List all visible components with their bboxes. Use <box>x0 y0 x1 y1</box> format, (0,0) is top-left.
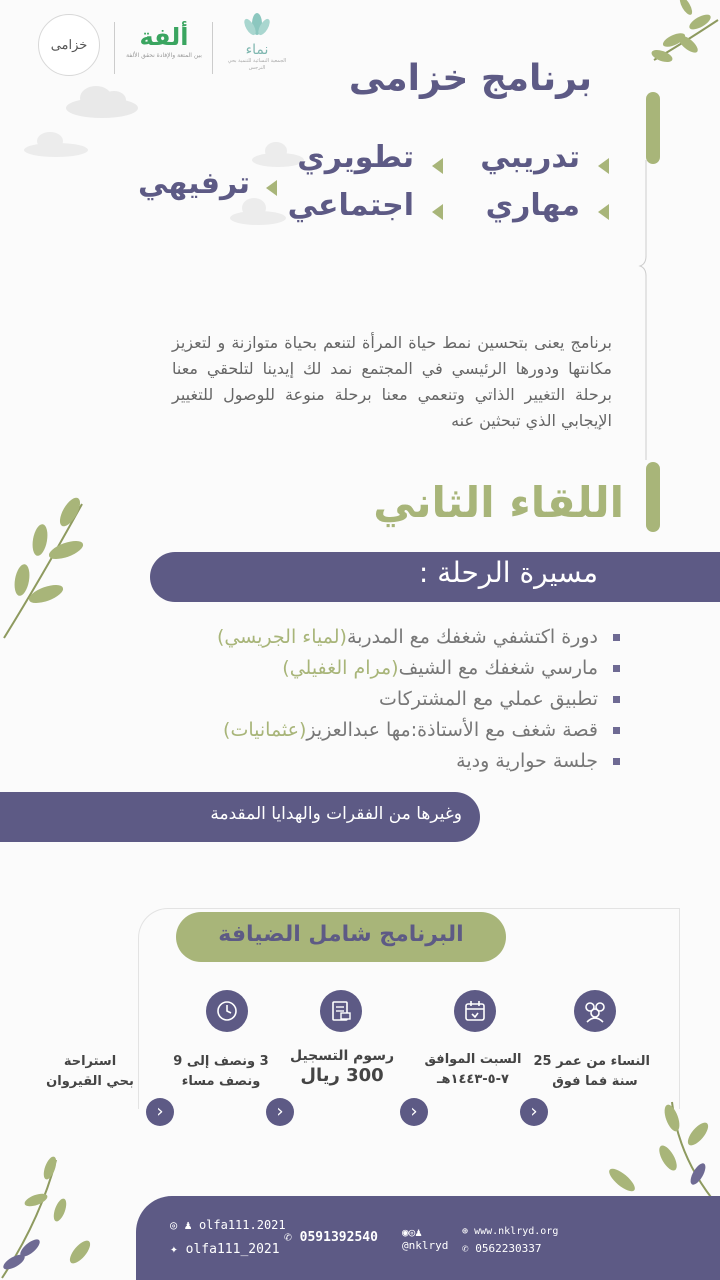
category-skills: مهاري <box>485 188 580 223</box>
category-development: تطويري <box>297 140 414 175</box>
contact-footer <box>136 1196 720 1280</box>
phone-icon: ✆ <box>462 1242 469 1255</box>
info-time: 3 ونصف إلى 9 ونصف مساء <box>173 1054 269 1089</box>
list-item: تطبيق عملي مع المشتركات <box>144 684 624 715</box>
olfa-logo-tagline: بين المتعة والإفادة نحقق الألفة <box>126 52 202 59</box>
program-description: برنامج يعنى بتحسين نمط حياة المرأة لتنعم بحياة متوازنة و لتعزيز مكانتها ودورها الرئيسي في المجتمع نمد لك إيدينا لتلحقي معنا برحلة التغيير الذاتي وتنعمي معنا برحلة منوعة للوصول للتغيير الإيجابي الذي تبحثين عنه <box>172 333 612 430</box>
leaf-decoration-bottom-right <box>598 1098 720 1208</box>
phone-icon: ✆ <box>284 1230 292 1245</box>
leaf-decoration-top-right <box>640 0 720 90</box>
women-group-icon <box>574 990 616 1032</box>
cloud-decoration <box>20 128 90 158</box>
more-activities-banner <box>0 792 480 842</box>
leaf-decoration-bottom-left <box>0 1140 110 1280</box>
khuzama-logo <box>38 14 100 76</box>
chevron-left-icon[interactable]: ‹ <box>266 1098 294 1126</box>
instagram-icon: ◎ <box>170 1218 178 1232</box>
chevron-left-icon[interactable]: ‹ <box>520 1098 548 1126</box>
calendar-icon <box>454 990 496 1032</box>
journey-banner <box>150 552 720 602</box>
instagram-snapchat-contact[interactable]: ◎ ♟ olfa111.2021 <box>170 1218 286 1232</box>
category-entertainment: ترفيهي <box>138 166 250 201</box>
hospitality-text: البرنامج شامل الضيافة <box>218 922 464 947</box>
info-audience: النساء من عمر 25 سنة فما فوق <box>533 1054 650 1089</box>
chevron-left-icon[interactable]: ‹ <box>400 1098 428 1126</box>
phone-contact-1[interactable]: ✆ 0591392540 <box>284 1230 378 1245</box>
list-item: قصة شغف مع الأستاذة:مها عبدالعزيز(عثمانيات) <box>144 715 624 746</box>
accent-bar <box>646 92 660 164</box>
lotus-icon <box>242 12 272 36</box>
globe-icon: ⊕ <box>462 1226 469 1237</box>
chevron-left-icon[interactable]: ‹ <box>146 1098 174 1126</box>
twitter-icon: ✦ <box>170 1242 178 1257</box>
info-fee: رسوم التسجيل 300 ريال <box>289 1048 395 1086</box>
journey-title: مسيرة الرحلة : <box>418 556 598 589</box>
khuzama-logo-text: خزامى <box>50 37 88 53</box>
list-item: جلسة حوارية ودية <box>144 746 624 777</box>
logo-divider <box>212 22 213 74</box>
journey-list <box>144 622 624 777</box>
snapchat-icon: ♟ <box>184 1218 192 1232</box>
list-item: دورة اكتشفي شغفك مع المدربة(لمياء الجريسي) <box>144 622 624 653</box>
bullet-triangle-icon <box>598 158 609 174</box>
phone-contact-2[interactable]: ✆ 0562230337 <box>462 1242 542 1255</box>
hospitality-badge <box>176 912 506 962</box>
category-training: تدريبي <box>480 140 580 175</box>
social-icons: ◉◎♟ <box>402 1226 422 1239</box>
nama-logo <box>226 12 288 80</box>
more-activities-text: وغيرها من الفقرات والهدايا المقدمة <box>210 804 462 824</box>
page-title: برنامج خزامى <box>348 58 592 99</box>
cloud-decoration <box>62 80 142 120</box>
bullet-triangle-icon <box>432 204 443 220</box>
info-place: استراحة بحي القيروان <box>46 1054 134 1089</box>
twitter-contact[interactable]: ✦ olfa111_2021 <box>170 1242 280 1257</box>
olfa-logo <box>124 22 204 72</box>
list-item: مارسي شغفك مع الشيف(مرام الغفيلي) <box>144 653 624 684</box>
category-social: اجتماعي <box>287 188 414 223</box>
nama-logo-text: نماء <box>245 42 269 58</box>
info-date: السبت الموافق ٧-٥-١٤٤٣هـ <box>424 1052 522 1087</box>
bracket-line <box>636 160 656 460</box>
social-handle[interactable]: ◉◎♟ @nklryd <box>402 1226 449 1252</box>
leaf-decoration-left <box>0 490 100 640</box>
nama-logo-tagline: الجمعية النسائية للتنمية بحي النرجس <box>227 58 287 71</box>
bullet-triangle-icon <box>598 204 609 220</box>
meeting-title: اللقاء الثاني <box>373 478 624 527</box>
clock-icon <box>206 990 248 1032</box>
invoice-money-icon <box>320 990 362 1032</box>
olfa-logo-text: ألفة <box>139 23 189 51</box>
logo-divider <box>114 22 115 74</box>
bullet-triangle-icon <box>432 158 443 174</box>
bullet-triangle-icon <box>266 180 277 196</box>
website-link[interactable]: ⊕ www.nklryd.org <box>462 1226 559 1237</box>
accent-bar <box>646 462 660 532</box>
